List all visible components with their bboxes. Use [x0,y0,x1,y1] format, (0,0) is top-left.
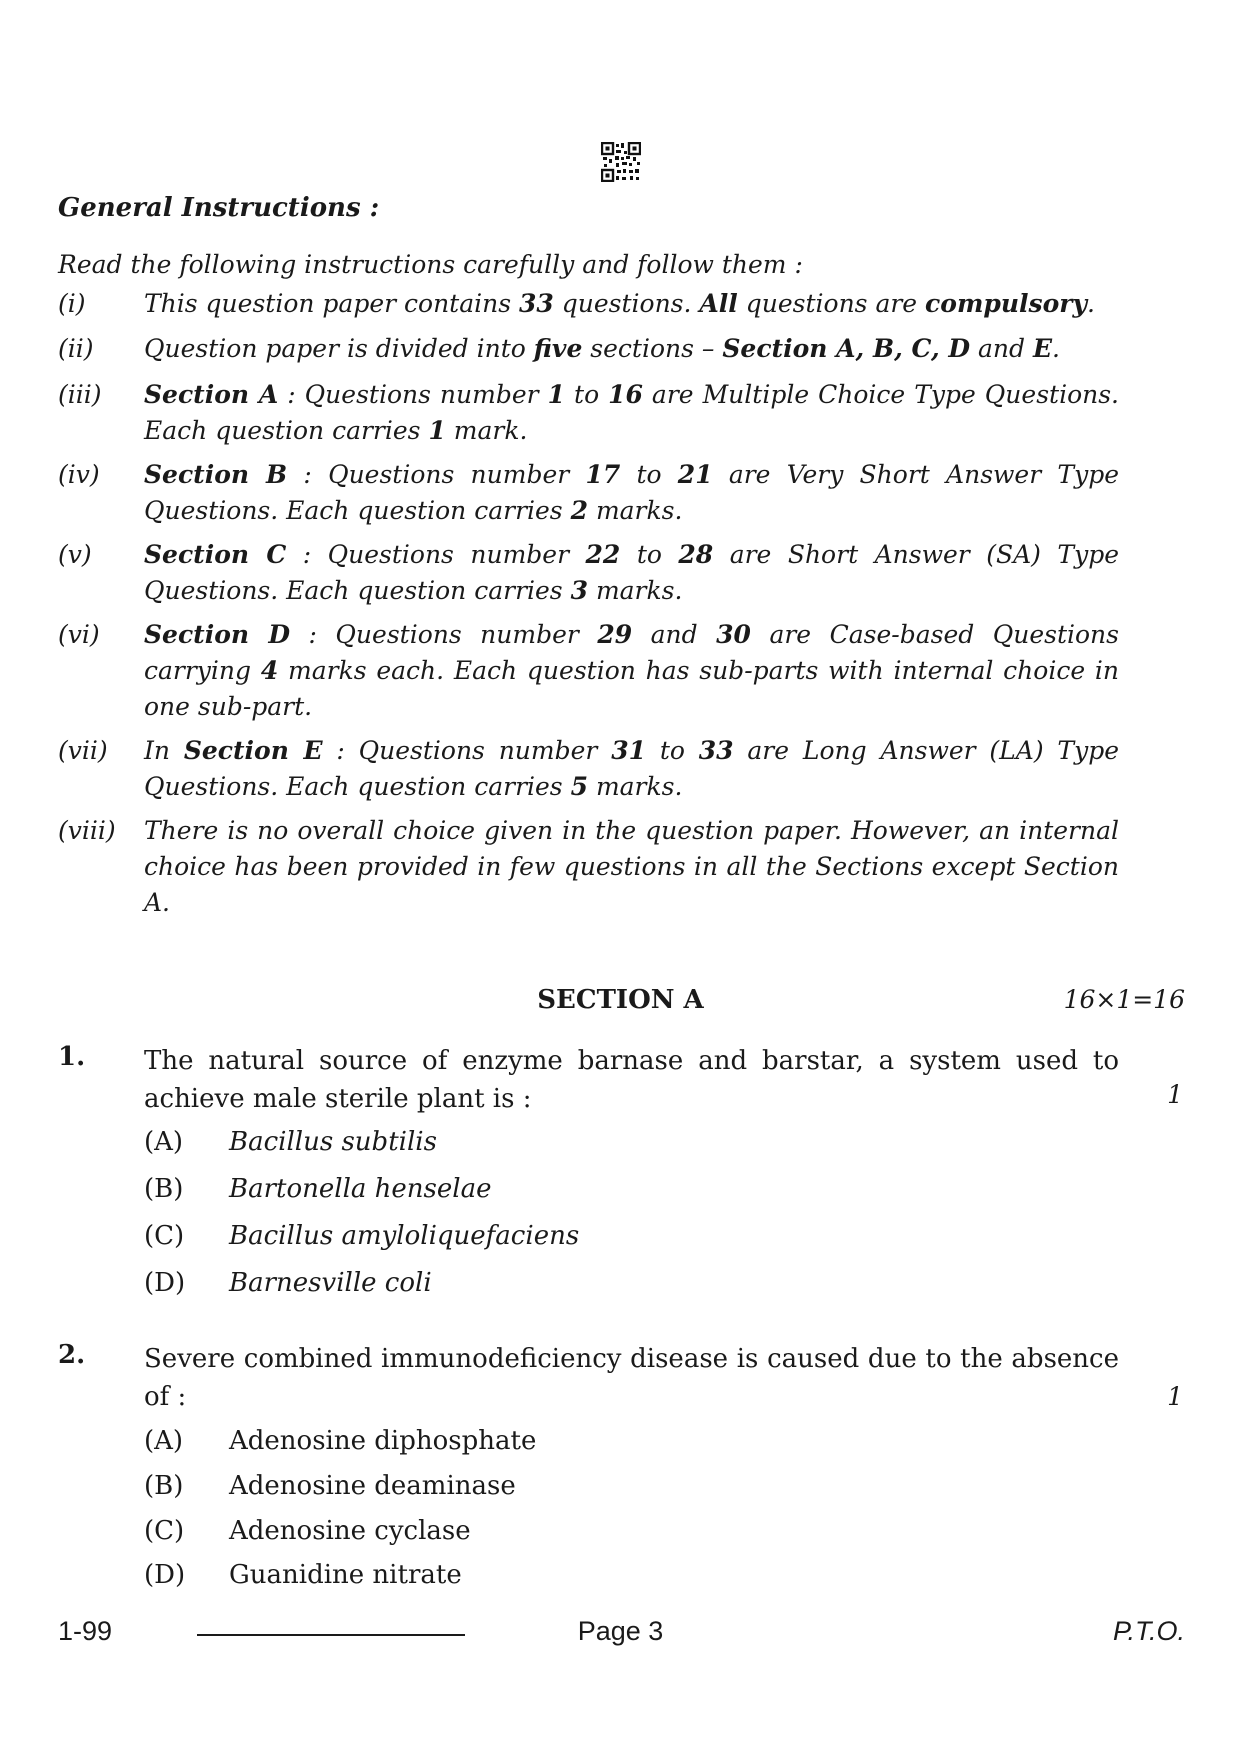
question-text [144,1340,1119,1416]
instruction-number: (iii) [58,380,102,409]
question-text-line: The natural source of enzyme barnase and barstar, a system used to [144,1046,1119,1076]
option-label: (A) [144,1426,184,1456]
option-text: Bartonella henselae [229,1174,492,1204]
option-label: (D) [144,1268,186,1298]
option-label: (A) [144,1127,184,1157]
instruction-text: Section C : Questions number 22 to 28 are Short Answer (SA) Type Questions. Each question carries 3 marks. [144,540,1119,605]
instruction-text: There is no overall choice given in the question paper. However, an internal choice has been provided in few questions in all the Sections except Section A. [144,816,1119,917]
footer-code: 1-99 [58,1616,113,1646]
instruction-number: (viii) [58,816,116,845]
footer-pto: P.T.O. [1112,1616,1185,1646]
instruction-number: (i) [58,289,86,318]
option-text: Adenosine cyclase [229,1516,471,1546]
option-label: (C) [144,1516,185,1546]
question-number: 2. [58,1340,86,1370]
footer-page-number: Page 3 [577,1616,664,1646]
instruction-number: (ii) [58,334,94,363]
option-text: Adenosine deaminase [229,1471,516,1501]
question-text-line: Severe combined immunodeficiency disease is caused due to the absence [144,1344,1119,1374]
instruction-text: Question paper is divided into five sections – Section A, B, C, D and E. [144,334,1060,363]
question-mark: 1 [1167,1382,1183,1411]
section-marks: 16×1=16 [1063,985,1185,1014]
instruction-number: (vi) [58,620,100,649]
instruction-text: In Section E : Questions number 31 to 33 are Long Answer (LA) Type Questions. Each question carries 5 marks. [144,736,1120,801]
instruction-text: This question paper contains 33 questions. All questions are compulsory. [144,289,1095,318]
question-text [144,1042,1119,1118]
question-number: 1. [58,1042,86,1072]
instruction-text: Section B : Questions number 17 to 21 are Very Short Answer Type Questions. Each question carries 2 marks. [144,460,1120,525]
option-label: (D) [144,1560,186,1590]
option-text: Barnesville coli [229,1268,432,1298]
instruction-text: Section A : Questions number 1 to 16 are Multiple Choice Type Questions. Each question carries 1 mark. [144,380,1119,445]
general-instructions-title: General Instructions : [58,193,380,223]
option-label: (B) [144,1174,184,1204]
question-text-line: of : [144,1382,187,1412]
question-mark: 1 [1167,1080,1183,1109]
instruction-number: (v) [58,540,92,569]
qr-code-icon [601,142,641,182]
instruction-number: (vii) [58,736,108,765]
option-label: (B) [144,1471,184,1501]
question-text-line: achieve male sterile plant is : [144,1084,532,1114]
general-instructions-intro: Read the following instructions carefully and follow them : [58,250,803,279]
option-text: Bacillus subtilis [229,1127,437,1157]
option-text: Guanidine nitrate [229,1560,462,1590]
instruction-number: (iv) [58,460,100,489]
option-text: Adenosine diphosphate [229,1426,537,1456]
instruction-text: Section D : Questions number 29 and 30 are Case-based Questions carrying 4 marks each. Each question has sub-parts with internal choice in one sub-part. [144,620,1119,721]
option-text: Bacillus amyloliquefaciens [229,1221,580,1251]
option-label: (C) [144,1221,185,1251]
section-title: SECTION A [537,985,704,1015]
